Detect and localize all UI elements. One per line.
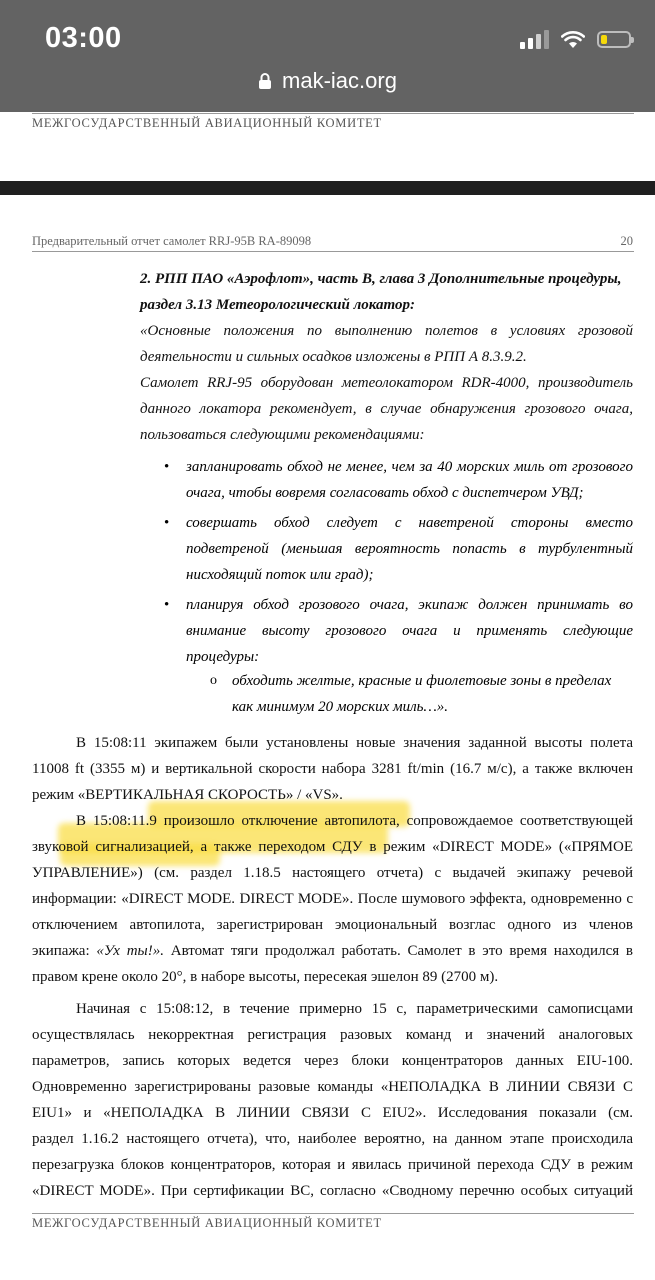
page-footer-bottom: МЕЖГОСУДАРСТВЕННЫЙ АВИАЦИОННЫЙ КОМИТЕТ: [32, 1216, 382, 1230]
battery-icon: [597, 31, 631, 48]
circle-bullet-icon: o: [210, 673, 217, 688]
quote-line: данного локатора рекомендует, в случае обнаружения грозового очага,: [140, 401, 633, 417]
header-rule: [32, 251, 634, 252]
cellular-signal-icon: [520, 30, 549, 49]
bullet-icon: •: [164, 515, 170, 531]
section-heading-line: 2. РПП ПАО «Аэрофлот», часть В, глава 3 Дополнительные процедуры,: [140, 271, 622, 287]
status-time: 03:00: [45, 22, 122, 54]
url-text: mak-iac.org: [282, 68, 397, 93]
page-number: 20: [620, 234, 633, 248]
quote-line: деятельности и сильных осадков изложены в РПП А 8.3.9.2.: [140, 349, 527, 365]
page-rule: [32, 113, 634, 114]
bullet-icon: •: [164, 459, 170, 475]
list-item: • планируя обход грозового очага, экипаж должен принимать во внимание высоту грозового очага и применять следующие процедуры:: [186, 592, 633, 670]
list-item: • совершать обход следует с наветреной стороны вместо подветреной (меньшая вероятность попасть в турбулентный нисходящий поток или град);: [186, 510, 633, 592]
lock-icon: [258, 72, 272, 90]
page-divider: [0, 181, 655, 195]
page-header-title: Предварительный отчет самолет RRJ-95B RA-89098: [32, 234, 312, 248]
bullet-icon: •: [164, 597, 170, 613]
sub-list-item: o обходить желтые, красные и фиолетовые зоны в пределах как минимум 20 морских миль…».: [232, 668, 633, 720]
address-bar[interactable]: [0, 68, 655, 94]
browser-chrome: [0, 0, 655, 112]
list-item: • запланировать обход не менее, чем за 40 морских миль от грозового очага, чтобы вовремя согласовать обход с диспетчером УВД;: [186, 454, 633, 506]
page-footer-top: МЕЖГОСУДАРСТВЕННЫЙ АВИАЦИОННЫЙ КОМИТЕТ: [32, 116, 382, 130]
paragraph: Начиная с 15:08:12, в течение примерно 15 с, параметрическими самописцами осуществлялась некорректная регистрация разовых команд и значений аналоговых параметров, запись которых ведется через блоки концентраторов данных EIU-100. Одновременно зарегистрированы разовые команды «НЕПОЛАДКА В ЛИНИИ СВЯЗИ С EIU1» и «НЕПОЛАДКА В ЛИНИИ СВЯЗИ С EIU2». Исследования показали (см. раздел 1.16.2 настоящего отчета), что, наиболее вероятно, на данном этапе происходила перезагрузка блоков концентраторов, которая и явилась причиной перехода СДУ в режим «DIRECT MODE». При сертификации ВС, согласно «Сводному перечню особых ситуаций: [32, 1001, 633, 1199]
section-block: [140, 266, 633, 448]
wifi-icon: [561, 31, 585, 49]
quote-line: «Основные положения по выполнению полетов в условиях грозовой: [140, 323, 633, 339]
recommendation-list: [164, 454, 633, 670]
status-icons: [520, 30, 631, 49]
paragraph: В 15:08:11.9 произошло отключение автопилота, сопровождаемое соответствующей звуковой сигнализацией, а также переходом СДУ в режим «DIRECT MODE» («ПРЯМОЕ УПРАВЛЕНИЕ») (см. раздел 1.18.5 настоящего отчета) с выдачей экипажу речевой информации: «DIRECT MODE. DIRECT MODE». После шумового эффекта, одновременно с отключением автопилота, зарегистрирован эмоциональный возглас одного из членов экипажа: «Ух ты!». Автомат тяги продолжал работать. Самолет в это время находился в правом крене около 20°, в наборе высоты, пересекая эшелон 89 (2700 м).: [32, 813, 633, 985]
footer-rule: [32, 1213, 634, 1214]
section-heading-line: раздел 3.13 Метеорологический локатор:: [140, 297, 415, 313]
quote-line: пользоваться следующими рекомендациями:: [140, 427, 425, 443]
paragraph: В 15:08:11 экипажем были установлены новые значения заданной высоты полета 11008 ft (3355 м) и вертикальной скорости набора 3281 ft/min (16.7 м/с), а также включен режим «ВЕРТИКАЛЬНАЯ СКОРОСТЬ» / «VS».: [32, 735, 633, 803]
quote-line: Самолет RRJ-95 оборудован метеолокатором RDR-4000, производитель: [140, 375, 633, 391]
